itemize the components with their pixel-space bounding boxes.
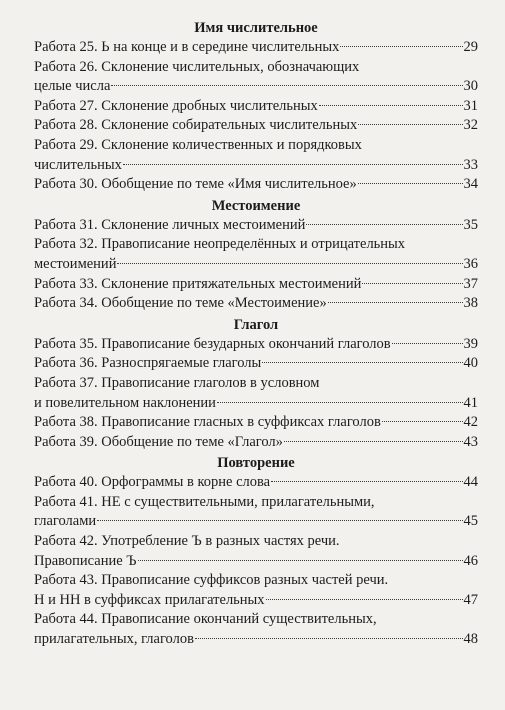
entry-row: [34, 394, 478, 414]
dot-leader: [362, 283, 462, 284]
page-number: 33: [463, 156, 478, 173]
entry-row: [34, 294, 478, 314]
toc-entry: [34, 413, 478, 433]
entry-title-line: Работа 40. Орфограммы в корне слова: [34, 474, 271, 491]
page-number: 37: [463, 275, 478, 292]
entry-row: [34, 552, 478, 572]
dot-leader: [392, 343, 463, 344]
page-number: 30: [463, 78, 478, 95]
toc-entry: [34, 354, 478, 374]
entry-title-line: Работа 28. Склонение собирательных числительных: [34, 117, 358, 134]
dot-leader: [271, 481, 462, 482]
entry-row: [34, 116, 478, 136]
entry-row: [34, 77, 478, 97]
page-number: 39: [463, 335, 478, 352]
page-number: 38: [463, 295, 478, 312]
page-number: 42: [463, 414, 478, 431]
entry-title-line: Правописание Ъ: [34, 552, 137, 569]
toc-entry: [34, 175, 478, 195]
page-number: 43: [463, 433, 478, 450]
page-number: 40: [463, 355, 478, 372]
dot-leader: [195, 638, 463, 639]
entry-title-line: Работа 42. Употребление Ъ в разных частях речи.: [34, 533, 340, 550]
entry-row: [34, 433, 478, 453]
dot-leader: [111, 85, 462, 86]
toc-entry: [34, 136, 478, 175]
entry-row: [34, 335, 478, 355]
dot-leader: [266, 599, 463, 600]
dot-leader: [358, 124, 462, 125]
entry-title-line: Работа 43. Правописание суффиксов разных частей речи.: [34, 572, 389, 589]
toc-entry: [34, 571, 478, 610]
page-number: 34: [463, 176, 478, 193]
entry-row: [34, 216, 478, 236]
entry-row: [34, 255, 478, 275]
entry-title-line: целые числа: [34, 78, 111, 95]
toc-entry: [34, 532, 478, 571]
toc-entry: [34, 97, 478, 117]
entry-title-line: числительных: [34, 156, 122, 173]
dot-leader: [284, 441, 463, 442]
toc-entry: [34, 216, 478, 236]
entry-row: [34, 413, 478, 433]
entry-title-line: глаголами: [34, 513, 97, 530]
entry-title-line: Работа 41. НЕ с существительными, прилагательными,: [34, 493, 375, 510]
entry-title-line: Работа 37. Правописание глаголов в условном: [34, 374, 320, 391]
page-number: 35: [463, 216, 478, 233]
page-number: 47: [463, 591, 478, 608]
toc-entry: [34, 275, 478, 295]
page-number: 41: [463, 394, 478, 411]
entry-title-line: Работа 29. Склонение количественных и порядковых: [34, 136, 362, 153]
page-number: 45: [463, 513, 478, 530]
toc-entry: [34, 335, 478, 355]
entry-title-line: Н и НН в суффиксах прилагательных: [34, 591, 265, 608]
section-heading: Глагол: [233, 316, 279, 333]
toc-entry: [34, 473, 478, 493]
entry-title-line: Работа 27. Склонение дробных числительных: [34, 97, 318, 114]
entry-title-line: Работа 33. Склонение притяжательных местоимений: [34, 275, 362, 292]
page-number: 31: [463, 97, 478, 114]
entry-row: [34, 38, 478, 58]
entry-title-line: Работа 38. Правописание гласных в суффиксах глаголов: [34, 414, 381, 431]
entry-row: [34, 156, 478, 176]
dot-leader: [262, 362, 462, 363]
dot-leader: [123, 164, 463, 165]
dot-leader: [117, 263, 462, 264]
entry-row: [34, 175, 478, 195]
entry-row: [34, 97, 478, 117]
entry-title-line: Работа 31. Склонение личных местоимений: [34, 216, 306, 233]
page-number: 29: [463, 39, 478, 55]
page-number: 44: [463, 474, 478, 491]
toc-entry: [34, 58, 478, 97]
entry-row: [34, 591, 478, 611]
toc-entry: [34, 493, 478, 532]
entry-title-line: и повелительном наклонении: [34, 394, 216, 411]
entry-title-line: Работа 32. Правописание неопределённых и отрицательных: [34, 236, 406, 253]
toc-entry: [34, 433, 478, 453]
page-number: 32: [463, 117, 478, 134]
dot-leader: [328, 302, 463, 303]
entry-title-line: Работа 44. Правописание окончаний существительных,: [34, 611, 377, 628]
section-heading: Имя числительное: [194, 20, 318, 36]
dot-leader: [217, 402, 463, 403]
entry-title-line: Работа 34. Обобщение по теме «Местоимение»: [34, 295, 327, 312]
entry-title-line: Работа 30. Обобщение по теме «Имя числительное»: [34, 176, 357, 193]
entry-row: [34, 512, 478, 532]
dot-leader: [358, 183, 463, 184]
dot-leader: [319, 105, 463, 106]
page-number: 48: [463, 631, 478, 648]
page-number: 46: [463, 552, 478, 569]
entry-row: [34, 354, 478, 374]
entry-title-line: Работа 35. Правописание безударных окончаний глаголов: [34, 335, 391, 352]
dot-leader: [138, 560, 463, 561]
toc-entry: [34, 294, 478, 314]
entry-title-line: Работа 39. Обобщение по теме «Глагол»: [34, 433, 283, 450]
toc-entry: [34, 374, 478, 413]
section-heading: Повторение: [217, 455, 295, 472]
toc-entry: [34, 38, 478, 58]
entry-title-line: Работа 25. Ь на конце и в середине числительных: [34, 39, 340, 55]
dot-leader: [97, 520, 462, 521]
entry-row: [34, 275, 478, 295]
table-of-contents: [34, 14, 478, 650]
toc-entry: [34, 116, 478, 136]
entry-title-line: прилагательных, глаголов: [34, 631, 194, 648]
entry-row: [34, 630, 478, 650]
section-heading: Местоимение: [211, 197, 301, 214]
entry-title-line: Работа 36. Разноспрягаемые глаголы: [34, 355, 262, 372]
dot-leader: [382, 421, 463, 422]
dot-leader: [340, 46, 462, 47]
toc-entry: [34, 235, 478, 274]
entry-title-line: местоимений: [34, 255, 117, 272]
entry-title-line: Работа 26. Склонение числительных, обозначающих: [34, 58, 360, 75]
toc-entry: [34, 610, 478, 649]
dot-leader: [306, 224, 462, 225]
entry-row: [34, 473, 478, 493]
page-number: 36: [463, 255, 478, 272]
